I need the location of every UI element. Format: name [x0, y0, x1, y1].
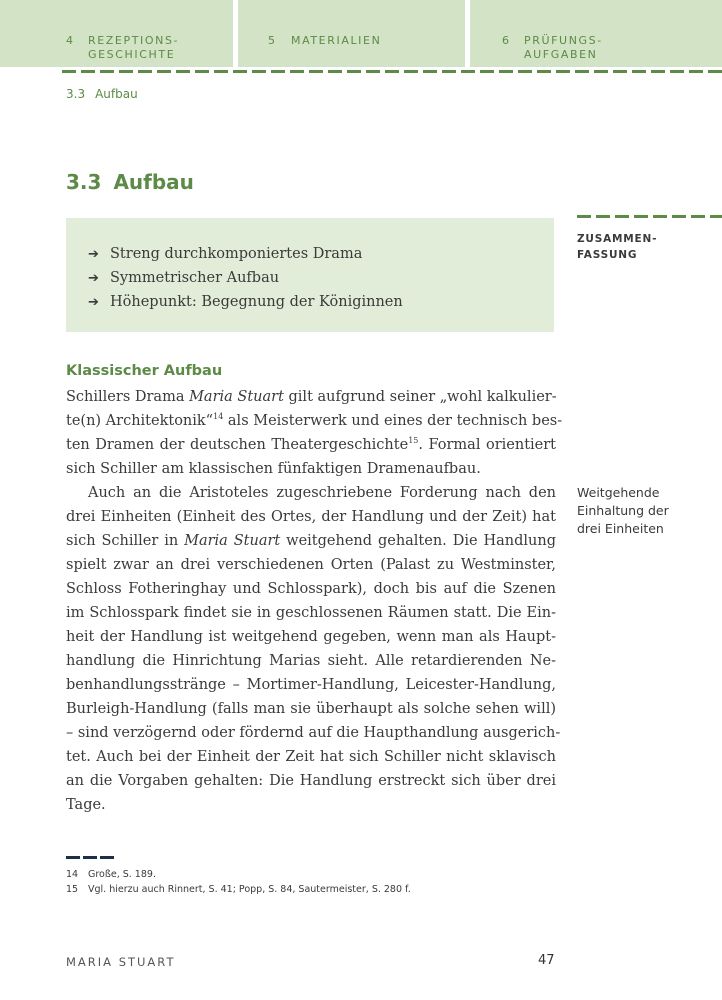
- arrow-right-icon: ➔: [88, 271, 99, 286]
- tab-number: 6: [502, 34, 511, 47]
- summary-box: [66, 218, 554, 332]
- tab-label: PRÜFUNGS- AUFGABEN: [524, 34, 603, 61]
- breadcrumb-title: Aufbau: [95, 87, 138, 101]
- summary-item: [88, 242, 403, 266]
- tab-rezeptionsgeschichte[interactable]: [0, 0, 233, 67]
- body-line: sich Schiller in Maria Stuart weitgehend gehalten. Die Handlung: [66, 533, 556, 549]
- summary-item-text: Streng durchkomponiertes Drama: [110, 246, 363, 262]
- body-line: Tage.: [66, 797, 106, 813]
- margin-note: Weitgehende Einhaltung der drei Einheiten: [577, 485, 669, 536]
- tab-number: 5: [268, 34, 277, 47]
- body-line: spielt zwar an drei verschiedenen Orten (Palast zu Westminster,: [66, 557, 556, 573]
- body-line: – sind verzögernd oder fördernd auf die Haupthandlung ausgerich-: [66, 725, 561, 741]
- footnote-text: Vgl. hierzu auch Rinnert, S. 41; Popp, S. 84, Sautermeister, S. 280 f.: [88, 884, 411, 895]
- section-heading-title: Aufbau: [113, 170, 194, 194]
- body-line: im Schlosspark findet sie in geschlossenen Räumen statt. Die Ein-: [66, 605, 556, 621]
- footnote-ref[interactable]: 14: [213, 412, 224, 421]
- body-line: handlung die Hinrichtung Marias sieht. Alle retardierenden Ne-: [66, 653, 556, 669]
- breadcrumb-number: 3.3: [66, 87, 86, 101]
- summary-item: [88, 290, 403, 314]
- tab-number: 4: [66, 34, 75, 47]
- arrow-right-icon: ➔: [88, 247, 99, 262]
- body-line: sich Schiller am klassischen fünfaktigen Dramenaufbau.: [66, 461, 481, 477]
- summary-item: [88, 266, 403, 290]
- arrow-right-icon: ➔: [88, 295, 99, 310]
- footnote: [66, 869, 156, 880]
- sidebar-dashed-rule: [577, 215, 722, 218]
- summary-side-label: ZUSAMMEN- FASSUNG: [577, 233, 658, 261]
- section-heading-number: 3.3: [66, 170, 102, 194]
- footnote: [66, 884, 411, 895]
- subheading: Klassischer Aufbau: [66, 363, 223, 379]
- section-heading: [66, 170, 194, 194]
- body-line: Schloss Fotheringhay und Schlosspark), doch bis auf die Szenen: [66, 581, 556, 597]
- footnote-number: 14: [66, 869, 79, 880]
- body-line: benhandlungsstränge – Mortimer-Handlung, Leicester-Handlung,: [66, 677, 556, 693]
- tab-pruefungsaufgaben[interactable]: [470, 0, 722, 67]
- footer-book-title: MARIA STUART: [66, 955, 176, 969]
- page-number: 47: [538, 953, 555, 968]
- footnote-ref[interactable]: 15: [408, 436, 419, 445]
- summary-item-text: Höhepunkt: Begegnung der Königinnen: [110, 294, 403, 310]
- body-line: heit der Handlung ist weitgehend gegeben, wenn man als Haupt-: [66, 629, 556, 645]
- tab-materialien[interactable]: [238, 0, 465, 67]
- body-line: Auch an die Aristoteles zugeschriebene Forderung nach den: [88, 485, 556, 501]
- tab-label: MATERIALIEN: [291, 34, 382, 47]
- body-line: an die Vorgaben gehalten: Die Handlung erstreckt sich über drei: [66, 773, 556, 789]
- body-line: Burleigh-Handlung (falls man sie überhaupt als solche sehen will): [66, 701, 556, 717]
- body-line: drei Einheiten (Einheit des Ortes, der Handlung und der Zeit) hat: [66, 509, 556, 525]
- body-line: te(n) Architektonik“$^{14}$ als Meisterwerk und eines der technisch bes-: [66, 412, 563, 429]
- footnote-number: 15: [66, 884, 79, 895]
- breadcrumb: [66, 87, 138, 101]
- body-line: ten Dramen der deutschen Theatergeschichte$^{15}$. Formal orientiert: [66, 436, 557, 453]
- body-line: Schillers Drama Maria Stuart gilt aufgrund seiner „wohl kalkulier-: [66, 389, 557, 405]
- footnote-text: Große, S. 189.: [88, 869, 156, 880]
- tab-label: REZEPTIONS- GESCHICHTE: [88, 34, 180, 61]
- summary-list: [88, 242, 403, 314]
- summary-item-text: Symmetrischer Aufbau: [110, 270, 280, 286]
- footnote-rule: [66, 856, 114, 859]
- header-dashed-rule: [62, 70, 722, 73]
- body-line: tet. Auch bei der Einheit der Zeit hat sich Schiller nicht sklavisch: [66, 749, 556, 765]
